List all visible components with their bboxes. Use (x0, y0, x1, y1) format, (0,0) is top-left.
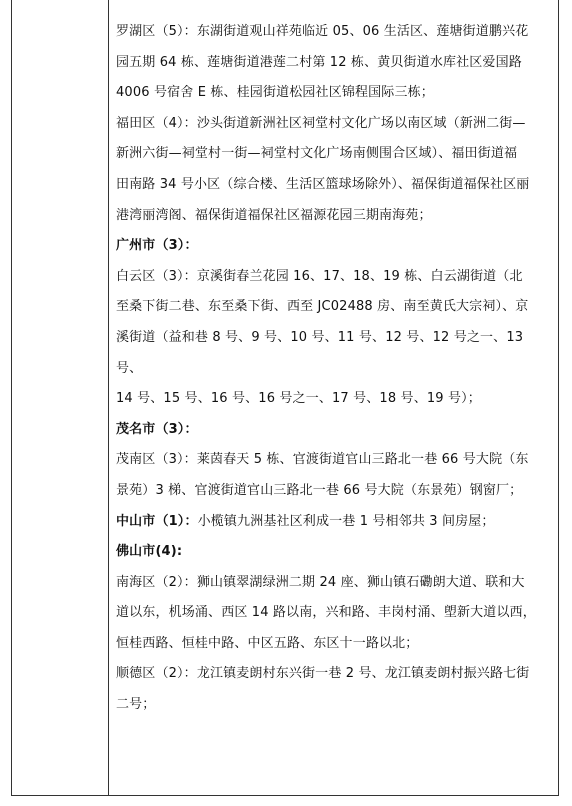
city-heading: 中山市（1）： (116, 513, 198, 529)
district-text-line: 顺德区（2）：龙江镇麦朗村东兴街一巷 2 号、龙江镇麦朗村振兴路七街 (116, 666, 530, 682)
district-text-line: 溪街道（益和巷 8 号、9 号、10 号、11 号、12 号、12 号之一、13 号、 (116, 329, 524, 376)
district-text-line: 田南路 34 号小区（综合楼、生活区篮球场除外）、福保街道福保社区丽 (116, 176, 530, 192)
city-heading: 茂名市（3）： (116, 421, 198, 437)
district-text-line: 恒桂西路、恒桂中路、中区五路、东区十一路以北； (116, 635, 419, 651)
district-text-line: 二号； (116, 697, 156, 713)
district-text-line: 南海区（2）：狮山镇翠湖绿洲二期 24 座、狮山镇石磡朗大道、联和大 (116, 574, 525, 590)
district-text-line: 罗湖区（5）：东湖街道观山祥苑临近 05、06 生活区、莲塘街道鹏兴花 (116, 24, 529, 39)
table-left-column (12, 0, 109, 795)
district-text-line: 福田区（4）：沙头街道新洲社区祠堂村文化广场以南区域（新洲二街— (116, 115, 526, 131)
district-text-line: 4006 号宿舍 E 栋、桂园街道松园社区锦程国际三栋； (116, 85, 434, 101)
city-text: 小榄镇九洲基社区利成一巷 1 号相邻共 3 间房屋； (197, 513, 495, 529)
content-column (116, 17, 552, 721)
district-text-line: 白云区（3）：京溪街春兰花园 16、17、18、19 栋、白云湖街道（北 (116, 268, 523, 284)
district-text-line: 14 号、15 号、16 号、16 号之一、17 号、18 号、19 号）； (116, 391, 481, 407)
city-heading: 广州市（3）： (116, 238, 198, 254)
document-table (11, 0, 559, 796)
district-text-line: 港湾丽湾阁、福保街道福保社区福源花园三期南海苑； (116, 207, 432, 223)
district-text-line: 茂南区（3）：莱茵春天 5 栋、官渡街道官山三路北一巷 66 号大院（东 (116, 452, 529, 468)
city-heading: 佛山市(4): (116, 544, 183, 560)
district-text-line: 园五期 64 栋、莲塘街道港莲二村第 12 栋、黄贝街道水库社区爱国路 (116, 54, 522, 70)
district-text-line: 新洲六街—祠堂村一街—祠堂村文化广场南侧围合区域）、福田街道福 (116, 146, 518, 162)
district-text-line: 景苑）3 梯、官渡街道官山三路北一巷 66 号大院（东景苑）钢窗厂； (116, 482, 523, 498)
district-text-line: 道以东，机场涌、西区 14 路以南，兴和路、丰岗村涌、塱新大道以西， (116, 605, 536, 621)
district-text-line: 至桑下街二巷、东至桑下街、西至 JC02488 房、南至黄氏大宗祠）、京 (116, 299, 529, 315)
city-line (116, 507, 552, 538)
